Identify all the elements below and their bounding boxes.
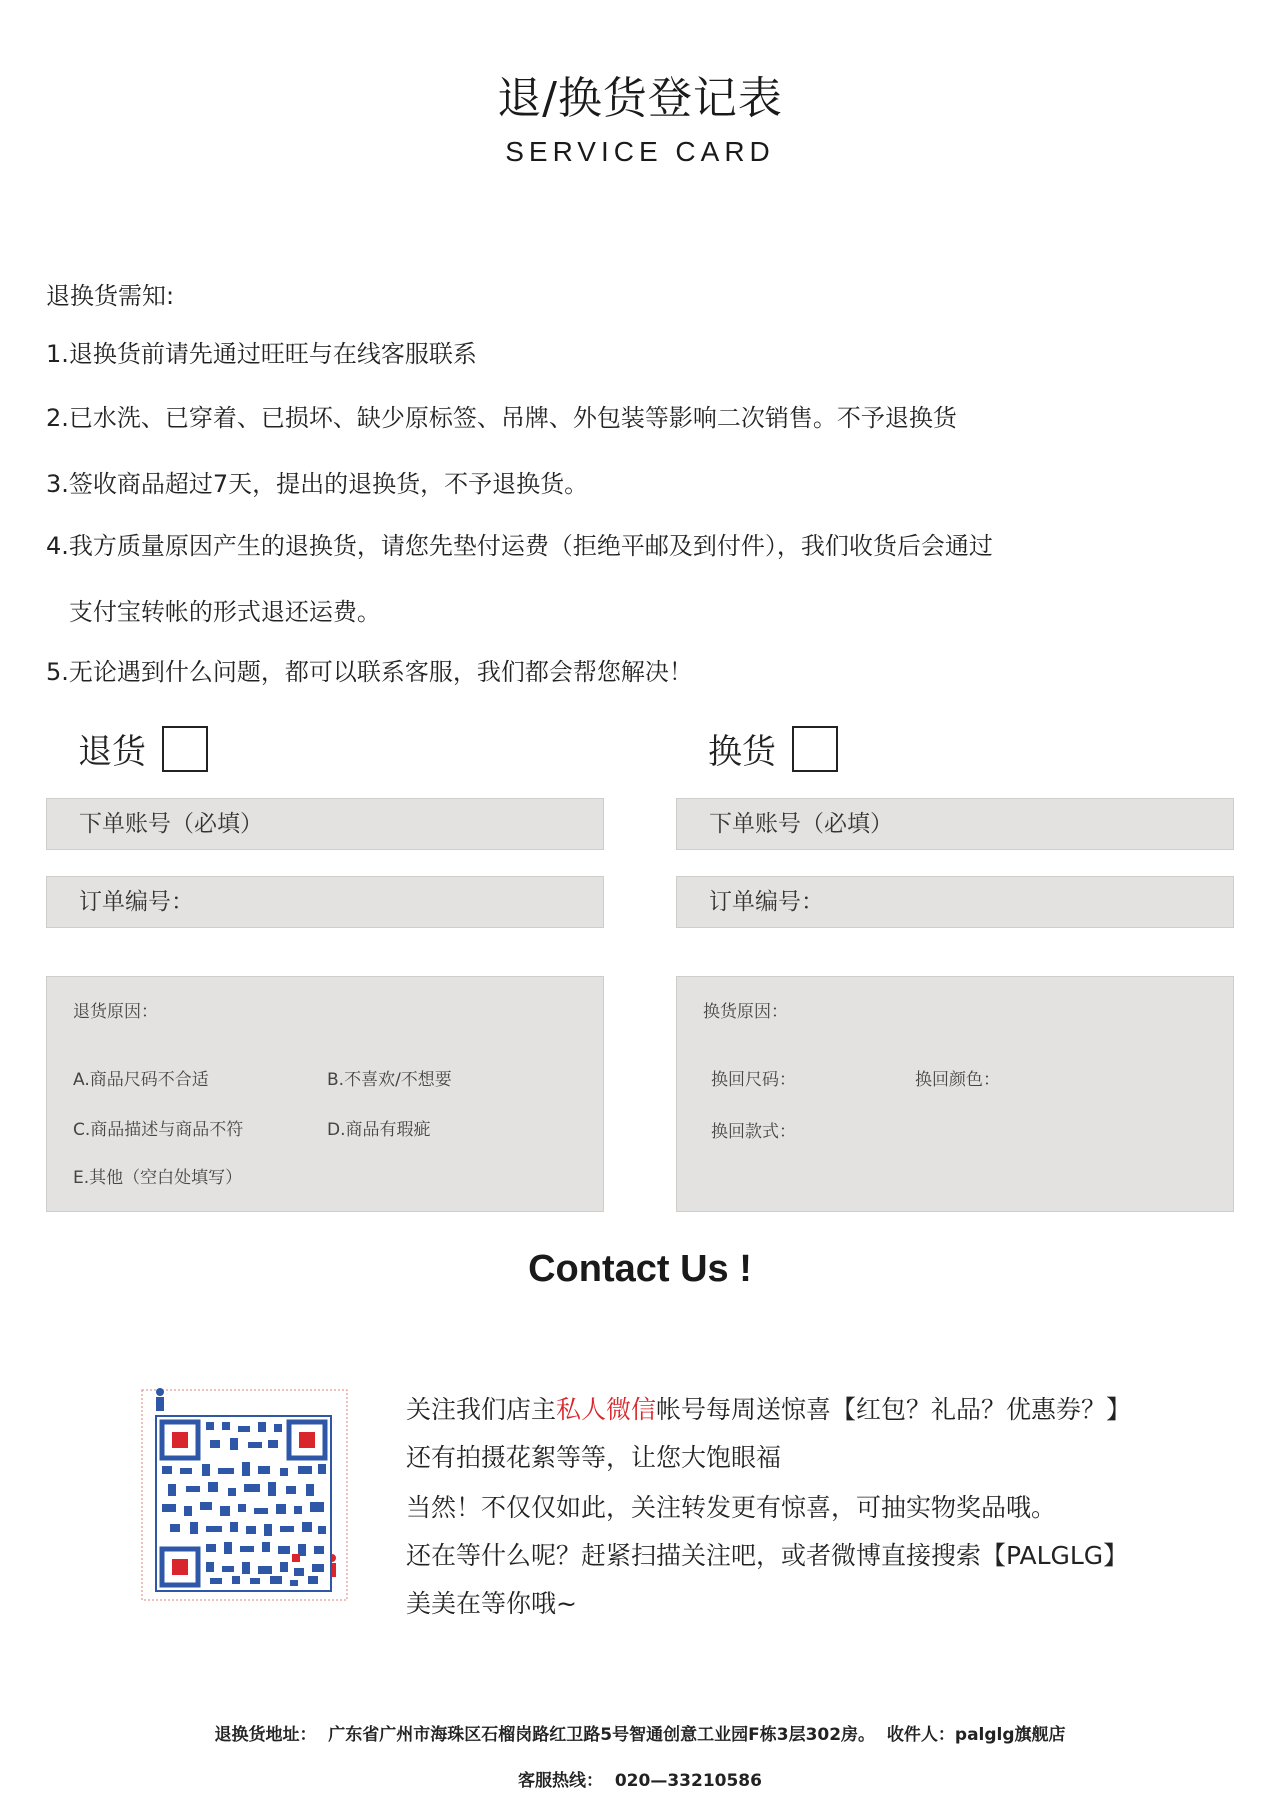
notice-item: 4.我方质量原因产生的退换货，请您先垫付运费（拒绝平邮及到付件），我们收货后会通过 <box>46 532 993 560</box>
notice-item: 2.已水洗、已穿着、已损坏、缺少原标签、吊牌、外包装等影响二次销售。不予退换货 <box>46 404 957 432</box>
exchange-size-label[interactable]: 换回尺码： <box>711 1070 796 1090</box>
qr-module-accent <box>292 1554 300 1562</box>
exchange-checkbox[interactable] <box>792 726 838 772</box>
exchange-reason-panel[interactable] <box>676 976 1234 1212</box>
return-notice <box>46 276 1246 686</box>
notice-item: 3.签收商品超过7天，提出的退换货，不予退换货。 <box>46 470 589 498</box>
wechat-highlight: 私人微信 <box>556 1395 657 1424</box>
return-reason-panel[interactable] <box>46 976 604 1212</box>
exchange-reason-title: 换货原因： <box>703 1002 788 1022</box>
exchange-choice[interactable] <box>708 724 838 773</box>
return-option-e[interactable]: E.其他（空白处填写） <box>73 1168 243 1188</box>
exchange-account-field[interactable]: 下单账号（必填） <box>676 798 1234 850</box>
person-icon <box>156 1388 164 1411</box>
return-choice[interactable] <box>78 724 208 773</box>
return-address: 退换货地址： 广东省广州市海珠区石榴岗路红卫路5号智通创意工业园F栋3层302房。 收件人：palglg旗舰店 <box>214 1725 1066 1745</box>
return-option-c[interactable]: C.商品描述与商品不符 <box>73 1120 244 1140</box>
return-label: 退货 <box>78 732 146 772</box>
notice-heading: 退换货需知: <box>46 282 175 310</box>
promo-line: 美美在等你哦~ <box>406 1589 577 1618</box>
promo-line: 当然！不仅仅如此，关注转发更有惊喜，可抽实物奖品哦。 <box>406 1493 1057 1522</box>
exchange-style-label[interactable]: 换回款式： <box>711 1122 796 1142</box>
promo-line: 关注我们店主私人微信帐号每周送惊喜【红包？礼品？优惠券？】 <box>406 1395 1132 1424</box>
return-checkbox[interactable] <box>162 726 208 772</box>
notice-item: 5.无论遇到什么问题，都可以联系客服，我们都会帮您解决！ <box>46 658 693 686</box>
return-reason-title: 退货原因： <box>73 1002 158 1022</box>
exchange-label: 换货 <box>708 732 776 772</box>
return-option-b[interactable]: B.不喜欢/不想要 <box>327 1070 452 1090</box>
return-order-field[interactable]: 订单编号： <box>46 876 604 928</box>
service-hotline: 客服热线： 020—33210586 <box>518 1771 762 1791</box>
exchange-color-label[interactable]: 换回颜色： <box>915 1070 1000 1090</box>
wechat-qr-code <box>140 1386 355 1606</box>
return-account-field[interactable]: 下单账号（必填） <box>46 798 604 850</box>
promo-line: 还有拍摄花絮等等，让您大饱眼福 <box>406 1443 782 1472</box>
contact-title: Contact Us ! <box>528 1248 752 1290</box>
promo-line: 还在等什么呢？赶紧扫描关注吧，或者微博直接搜索【PALGLG】 <box>406 1541 1129 1570</box>
exchange-order-field[interactable]: 订单编号： <box>676 876 1234 928</box>
notice-item: 支付宝转帐的形式退还运费。 <box>46 598 381 626</box>
notice-item: 1.退换货前请先通过旺旺与在线客服联系 <box>46 340 477 368</box>
page-subtitle: SERVICE CARD <box>505 136 775 167</box>
return-option-a[interactable]: A.商品尺码不合适 <box>73 1070 209 1090</box>
page-title: 退/换货登记表 <box>497 73 783 124</box>
return-option-d[interactable]: D.商品有瑕疵 <box>327 1120 431 1140</box>
